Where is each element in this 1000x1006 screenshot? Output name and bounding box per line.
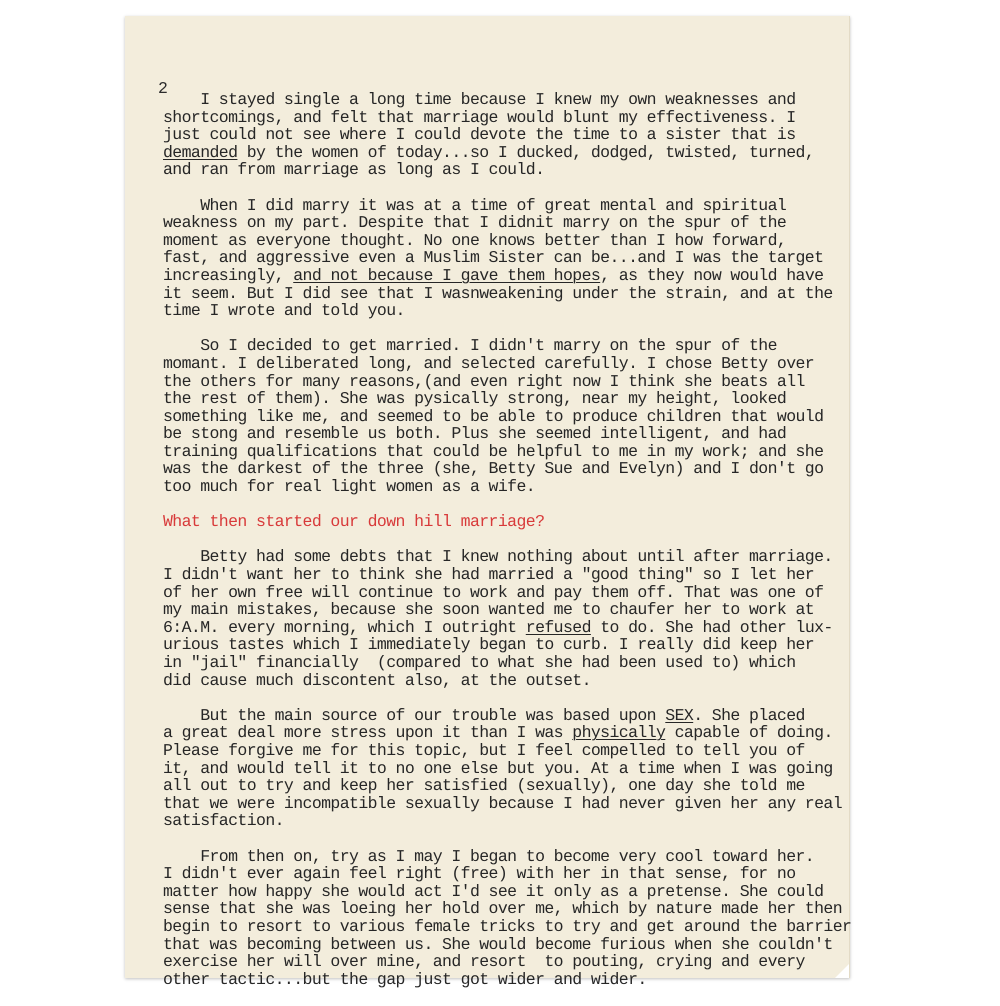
text-line [163,390,833,408]
text-segment: But the main source of our trouble was based upon [163,705,666,725]
text-line [163,478,833,496]
text-line [163,408,833,426]
text-segment: that was becoming between us. She would become furious when she couldn't [163,934,833,954]
text-line [163,460,833,478]
text-line [163,812,833,830]
text-segment: and ran from marriage as long as I could. [163,160,545,180]
text-segment: was the darkest of the three (she, Betty Sue and Evelyn) and I don't go [163,459,824,479]
text-segment: a great deal more stress upon it than I was [163,723,573,743]
text-segment: to do. She had other lux- [590,617,833,637]
text-line [163,953,833,971]
text-line [163,373,833,391]
text-line [163,267,833,285]
text-line [163,109,833,127]
text-segment: shortcomings, and felt that marriage would blunt my effectiveness. I [163,107,796,127]
text-segment: begin to resort to various female tricks to try and get around the barrier [163,916,852,936]
text-segment: weakness on my part. Despite that I didnit marry on the spur of the [163,213,787,233]
text-segment: exercise her will over mine, and resort to pouting, crying and every [163,952,805,972]
text-segment: by the women of today...so I ducked, dodged, twisted, turned, [237,142,815,162]
text-segment: it seem. But I did see that I wasnweakening under the strain, and at the [163,283,833,303]
text-line [163,285,833,303]
text-segment: urious tastes which I immediately began to curb. I really did keep her [163,635,815,655]
underlined-text: physically [572,723,666,743]
text-segment: in "jail" financially (compared to what she had been used to) which [163,653,796,672]
text-segment: fast, and aggressive even a Muslim Sister can be...and I was the target [163,248,824,268]
text-line [163,566,833,584]
text-line [163,971,833,989]
paragraph [163,705,843,831]
text-segment: sense that she was loeing her hold over me, which by nature made her then [163,899,843,919]
text-line [163,161,833,179]
text-line [163,777,833,795]
text-segment: it, and would tell it to no one else but you. At a time when I was going [163,758,833,778]
text-line [163,214,833,232]
paragraph [163,846,852,989]
text-segment: Betty had some debts that I knew nothing about until after marriage. [163,547,833,567]
text-line [163,848,833,866]
paragraph [163,337,833,495]
text-segment: too much for real light women as a wife. [163,477,536,497]
text-segment: momant. I deliberated long, and selected carefully. I chose Betty over [163,353,815,373]
text-segment: Please forgive me for this topic, but I feel compelled to tell you of [163,740,805,760]
text-line [163,916,852,936]
text-line [163,443,833,461]
text-segment: other tactic...but the gap just got wider and wider. [163,969,647,989]
text-line [163,584,833,602]
text-segment: , as they now would have [600,265,824,285]
text-segment: training qualifications that could be helpful to me in my work; and she [163,441,824,461]
text-segment: all out to try and keep her satisfied (sexually), one day she told me [163,776,805,796]
section-heading: What then started our down hill marriage? [163,512,545,532]
text-segment: . She placed [693,705,805,725]
text-line [163,936,833,954]
text-line [163,707,833,725]
text-line [163,302,833,320]
text-line [163,724,833,742]
text-segment: be stong and resemble us both. Plus she seemed intelligent, and had [163,424,787,444]
text-line [163,144,833,162]
text-line [163,899,843,919]
letter-page [125,16,852,989]
text-segment: From then on, try as I may I began to become very cool toward her. [163,846,815,866]
text-segment: that we were incompatible sexually because I had never given her any real [163,793,843,813]
underlined-text: refused [525,617,591,637]
text-segment: I didn't ever again feel right (free) with her in that sense, for no [163,864,796,884]
text-segment: something like me, and seemed to be able to produce children that would [163,406,824,426]
paragraph [163,197,833,320]
text-line [163,672,833,690]
page-number: 2 [158,79,168,98]
paragraph [163,548,833,689]
text-segment: time I wrote and told you. [163,301,405,321]
text-segment: did cause much discontent also, at the outset. [163,670,591,690]
text-segment: capable of doing. [665,723,833,743]
text-line [163,126,833,144]
text-segment: increasingly, [163,265,294,285]
text-line [163,619,833,637]
text-line [163,654,833,672]
underlined-text: demanded [163,142,238,162]
text-line [163,355,833,373]
text-segment: When I did marry it was at a time of great mental and spiritual [163,195,787,215]
text-line [163,865,833,883]
text-line [163,232,833,250]
text-line [163,249,833,267]
letter-body [163,90,852,1006]
text-line [163,760,833,778]
paragraphs-after-heading [163,547,852,989]
text-line [163,883,833,901]
text-segment: So I decided to get married. I didn't marry on the spur of the [163,336,777,356]
text-segment: just could not see where I could devote the time to a sister that is [163,125,796,145]
text-segment: I stayed single a long time because I knew my own weaknesses and [163,90,796,109]
text-line [163,337,833,355]
text-line [163,548,833,566]
text-segment: the others for many reasons,(and even right now I think she beats all [163,371,805,391]
text-line [163,601,833,619]
text-line [163,197,833,215]
text-segment: matter how happy she would act I'd see it only as a pretense. She could [163,881,824,901]
underlined-text: and not because I gave them hopes [293,265,601,285]
text-segment: my main mistakes, because she soon wanted me to chaufer her to work at [163,600,815,620]
text-segment: of her own free will continue to work and pay them off. That was one of [163,582,824,602]
text-segment: moment as everyone thought. No one knows better than I how forward, [163,230,787,250]
text-line [163,91,833,109]
text-segment: the rest of them). She was pysically strong, near my height, looked [163,389,787,409]
text-line [163,793,843,813]
text-line [163,636,833,654]
text-segment: satisfaction. [163,811,284,831]
paragraphs-before-heading [163,91,833,496]
paragraph [163,91,833,179]
text-line [163,425,833,443]
underlined-text: SEX [665,705,694,725]
text-segment: I didn't want her to think she had married a "good thing" so I let her [163,565,815,585]
text-line [163,742,833,760]
text-segment: 6:A.M. every morning, which I outright [163,617,526,637]
folded-corner [835,964,849,978]
